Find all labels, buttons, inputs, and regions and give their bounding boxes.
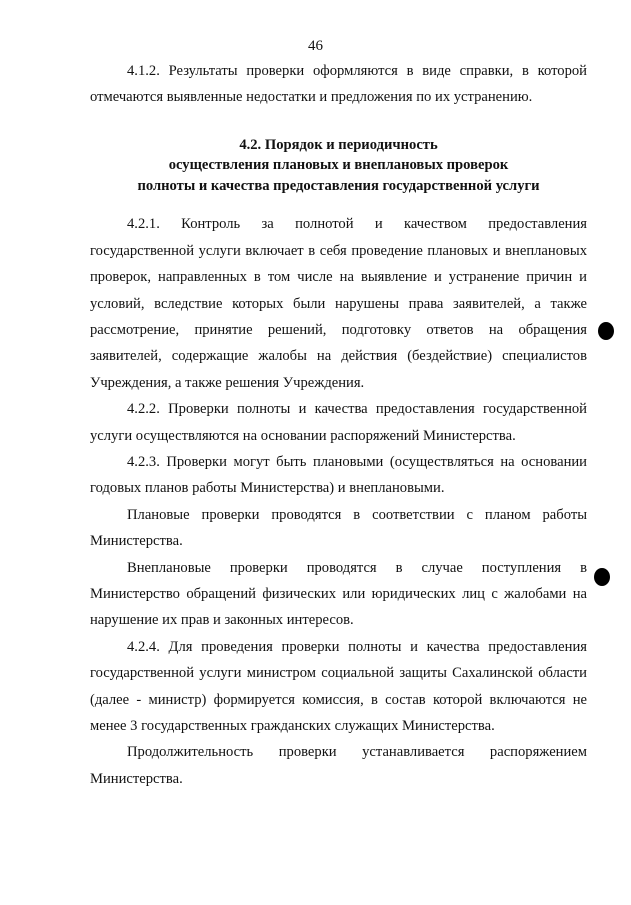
paragraph-4-2-3: 4.2.3. Проверки могут быть плановыми (осуществляться на основании годовых планов работы Министерства) и внеплановыми. xyxy=(90,453,587,497)
paragraph-unplanned: Внеплановые проверки проводятся в случае поступления в Министерство обращений физических или юридических лиц с жалобами на нарушение их прав и законных интересов. xyxy=(90,559,587,629)
page-number: 46 xyxy=(308,38,323,54)
binder-hole-mark xyxy=(594,568,610,586)
paragraph-planned: Плановые проверки проводятся в соответствии с планом работы Министерства. xyxy=(90,506,587,550)
binder-hole-mark xyxy=(598,322,614,340)
paragraph-4-2-2: 4.2.2. Проверки полноты и качества предоставления государственной услуги осуществляются на основании распоряжений Министерства. xyxy=(90,401,587,444)
heading-line-1: 4.2. Порядок и периодичность xyxy=(239,136,438,153)
paragraph-4-1-2: 4.1.2. Результаты проверки оформляются в виде справки, в которой отмечаются выявленные недостатки и предложения по их устранению. xyxy=(90,63,587,106)
paragraph-4-2-1: 4.2.1. Контроль за полнотой и качеством предоставления государственной услуги включает в себя проведение плановых и внеплановых проверок, направленных в том числе на выявление и устранение причин и условий, вследствие которых были нарушены права заявителей, а также рассмотрение, принятие решений, подготовку ответов на обращения заявителей, содержащие жалобы на действия (бездействие) специалистов Учреждения, а также решения Учреждения. xyxy=(90,216,587,391)
heading-line-3: полноты и качества предоставления государственной услуги xyxy=(137,177,540,194)
heading-line-2: осуществления плановых и внеплановых проверок xyxy=(168,157,509,174)
paragraph-duration: Продолжительность проверки устанавливается распоряжением Министерства. xyxy=(90,744,587,787)
paragraph-4-2-4: 4.2.4. Для проведения проверки полноты и качества предоставления государственной услуги министром социальной защиты Сахалинской области (далее - министр) формируется комиссия, в состав которой включаются не менее 3 государственных гражданских служащих Министерства. xyxy=(90,638,587,735)
section-heading xyxy=(90,135,587,197)
document-body xyxy=(90,58,587,792)
